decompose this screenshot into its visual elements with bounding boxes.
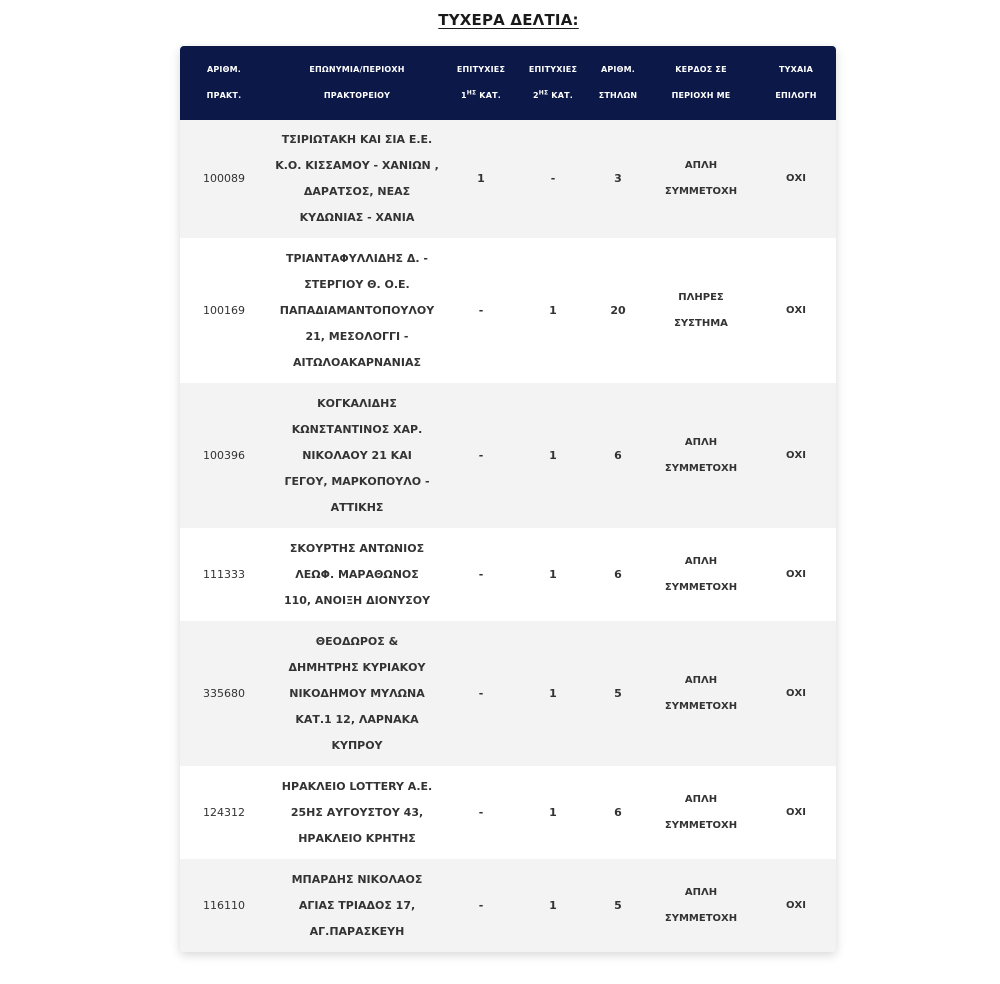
gain-type-cell — [646, 383, 756, 528]
table-row — [180, 120, 836, 238]
first-category-cell: - — [446, 621, 516, 766]
second-category-cell: 1 — [516, 621, 590, 766]
agency-number-cell: 116110 — [180, 859, 268, 952]
random-pick-cell: ΟΧΙ — [756, 766, 836, 859]
first-category-cell: - — [446, 859, 516, 952]
address-line: ΑΙΤΩΛΟΑΚΑΡΝΑΝΙΑΣ — [293, 355, 421, 369]
address-line: ΝΙΚΟΛΑΟΥ 21 ΚΑΙ — [302, 448, 412, 462]
header-random-pick: ΤΥΧΑΙΑ ΕΠΙΛΟΓΗ — [756, 46, 836, 120]
agency-number-cell: 335680 — [180, 621, 268, 766]
random-pick-cell: ΟΧΙ — [756, 859, 836, 952]
address-line: ΝΙΚΟΔΗΜΟΥ ΜΥΛΩΝΑ — [289, 686, 425, 700]
random-pick-cell: ΟΧΙ — [756, 383, 836, 528]
address-line: ΣΚΟΥΡΤΗΣ ΑΝΤΩΝΙΟΣ — [289, 541, 425, 555]
address-line: ΚΥΠΡΟΥ — [331, 738, 383, 752]
address-line: ΤΡΙΑΝΤΑΦΥΛΛΙΔΗΣ Δ. - — [286, 251, 428, 265]
address-line: ΚΟΓΚΑΛΙΔΗΣ — [317, 396, 397, 410]
agency-address-cell — [268, 766, 446, 859]
address-line: ΑΤΤΙΚΗΣ — [330, 500, 384, 514]
table-header — [180, 46, 836, 120]
table-row — [180, 383, 836, 528]
gain-type-cell — [646, 766, 756, 859]
gain-type-line: ΑΠΛΗ — [684, 886, 718, 898]
header-second-category: ΕΠΙΤΥΧΙΕΣ $2^{H\Sigma}$ ΚΑΤ. — [516, 46, 590, 120]
columns-count-cell: 6 — [590, 528, 646, 621]
agency-address-cell — [268, 621, 446, 766]
agency-number-cell: 100396 — [180, 383, 268, 528]
table-row — [180, 859, 836, 952]
winners-table — [180, 46, 836, 952]
agency-number-cell: 111333 — [180, 528, 268, 621]
second-category-cell: 1 — [516, 859, 590, 952]
address-line: ΤΣΙΡΙΩΤΑΚΗ ΚΑΙ ΣΙΑ Ε.Ε. — [281, 133, 433, 146]
address-line: ΓΕΓΟΥ, ΜΑΡΚΟΠΟΥΛΟ - — [284, 474, 430, 488]
address-line: 25ΗΣ ΑΥΓΟΥΣΤΟΥ 43, — [290, 805, 424, 819]
address-line: 110, ΑΝΟΙΞΗ ΔΙΟΝΥΣΟΥ — [283, 593, 431, 607]
gain-type-line: ΑΠΛΗ — [684, 674, 718, 686]
agency-address-cell — [268, 238, 446, 383]
address-line: ΜΠΑΡΔΗΣ ΝΙΚΟΛΑΟΣ — [291, 872, 423, 886]
gain-type-line: ΑΠΛΗ — [684, 793, 718, 805]
gain-type-line: ΣΥΜΜΕΤΟΧΗ — [664, 819, 738, 831]
agency-address-cell — [268, 120, 446, 238]
agency-number-cell: 100089 — [180, 120, 268, 238]
address-line: ΠΑΠΑΔΙΑΜΑΝΤΟΠΟΥΛΟΥ — [279, 303, 435, 317]
address-line: ΛΕΩΦ. ΜΑΡΑΘΩΝΟΣ — [295, 567, 419, 581]
header-columns-count: ΑΡΙΘΜ. ΣΤΗΛΩΝ — [590, 46, 646, 120]
address-line: ΣΤΕΡΓΙΟΥ Θ. Ο.Ε. — [304, 277, 410, 291]
gain-type-cell — [646, 238, 756, 383]
gain-type-cell — [646, 528, 756, 621]
second-category-cell: - — [516, 120, 590, 238]
gain-type-line: ΣΥΜΜΕΤΟΧΗ — [664, 912, 738, 924]
random-pick-cell: ΟΧΙ — [756, 238, 836, 383]
columns-count-cell: 3 — [590, 120, 646, 238]
agency-address-cell — [268, 528, 446, 621]
table-row — [180, 766, 836, 859]
address-line: ΔΗΜΗΤΡΗΣ ΚΥΡΙΑΚΟΥ — [288, 660, 426, 674]
table-body — [180, 120, 836, 952]
agency-number-cell: 100169 — [180, 238, 268, 383]
gain-type-cell — [646, 859, 756, 952]
columns-count-cell: 5 — [590, 859, 646, 952]
table-row — [180, 528, 836, 621]
first-category-cell: - — [446, 766, 516, 859]
address-line: ΑΓΙΑΣ ΤΡΙΑΔΟΣ 17, — [298, 898, 416, 912]
second-category-cell: 1 — [516, 766, 590, 859]
gain-type-line: ΣΥΜΜΕΤΟΧΗ — [664, 186, 738, 197]
header-gain-type: ΚΕΡΔΟΣ ΣΕ ΠΕΡΙΟΧΗ ΜΕ — [646, 46, 756, 120]
address-line: ΑΓ.ΠΑΡΑΣΚΕΥΗ — [309, 924, 405, 938]
columns-count-cell: 20 — [590, 238, 646, 383]
header-first-category: ΕΠΙΤΥΧΙΕΣ $1^{H\Sigma}$ ΚΑΤ. — [446, 46, 516, 120]
gain-type-line: ΣΥΜΜΕΤΟΧΗ — [664, 462, 738, 474]
gain-type-line: ΑΠΛΗ — [684, 436, 718, 448]
winners-table-container — [180, 46, 836, 952]
gain-type-cell — [646, 621, 756, 766]
gain-type-line: ΠΛΗΡΕΣ — [678, 291, 724, 303]
header-row — [180, 46, 836, 120]
address-line: ΚΑΤ.1 12, ΛΑΡΝΑΚΑ — [295, 712, 419, 726]
gain-type-line: ΣΥΜΜΕΤΟΧΗ — [664, 700, 738, 712]
second-category-cell: 1 — [516, 383, 590, 528]
table-row — [180, 238, 836, 383]
agency-address-cell — [268, 383, 446, 528]
first-category-cell: - — [446, 528, 516, 621]
second-category-cell: 1 — [516, 238, 590, 383]
gain-type-line: ΣΥΜΜΕΤΟΧΗ — [664, 581, 738, 593]
gain-type-line: ΑΠΛΗ — [684, 160, 718, 171]
first-category-cell: - — [446, 383, 516, 528]
random-pick-cell: ΟΧΙ — [756, 621, 836, 766]
address-line: ΚΥΔΩΝΙΑΣ - ΧΑΝΙΑ — [299, 211, 415, 224]
gain-type-line: ΣΥΣΤΗΜΑ — [674, 317, 728, 329]
address-line: ΘΕΟΔΩΡΟΣ & — [315, 634, 399, 648]
gain-type-line: ΑΠΛΗ — [684, 555, 718, 567]
address-line: ΗΡΑΚΛΕΙΟ ΚΡΗΤΗΣ — [298, 831, 416, 845]
columns-count-cell: 6 — [590, 766, 646, 859]
address-line: Κ.Ο. ΚΙΣΣΑΜΟΥ - ΧΑΝΙΩΝ , — [275, 159, 439, 172]
agency-number-cell: 124312 — [180, 766, 268, 859]
random-pick-cell: ΟΧΙ — [756, 528, 836, 621]
address-line: ΗΡΑΚΛΕΙΟ LOTTERY Α.Ε. — [281, 779, 433, 793]
page-title: ΤΥΧΕΡΑ ΔΕΛΤΙΑ: — [438, 11, 579, 29]
first-category-cell: 1 — [446, 120, 516, 238]
address-line: ΔΑΡΑΤΣΟΣ, ΝΕΑΣ — [303, 185, 411, 198]
random-pick-cell: ΟΧΙ — [756, 120, 836, 238]
header-agency-number: ΑΡΙΘΜ. ΠΡΑΚΤ. — [180, 46, 268, 120]
columns-count-cell: 6 — [590, 383, 646, 528]
second-category-cell: 1 — [516, 528, 590, 621]
agency-address-cell — [268, 859, 446, 952]
address-line: ΚΩΝΣΤΑΝΤΙΝΟΣ ΧΑΡ. — [291, 422, 423, 436]
header-agency-name: ΕΠΩΝΥΜΙΑ/ΠΕΡΙΟΧΗ ΠΡΑΚΤΟΡΕΙΟΥ — [268, 46, 446, 120]
table-row — [180, 621, 836, 766]
first-category-cell: - — [446, 238, 516, 383]
address-line: 21, ΜΕΣΟΛΟΓΓΙ - — [305, 329, 409, 343]
gain-type-cell — [646, 120, 756, 238]
columns-count-cell: 5 — [590, 621, 646, 766]
